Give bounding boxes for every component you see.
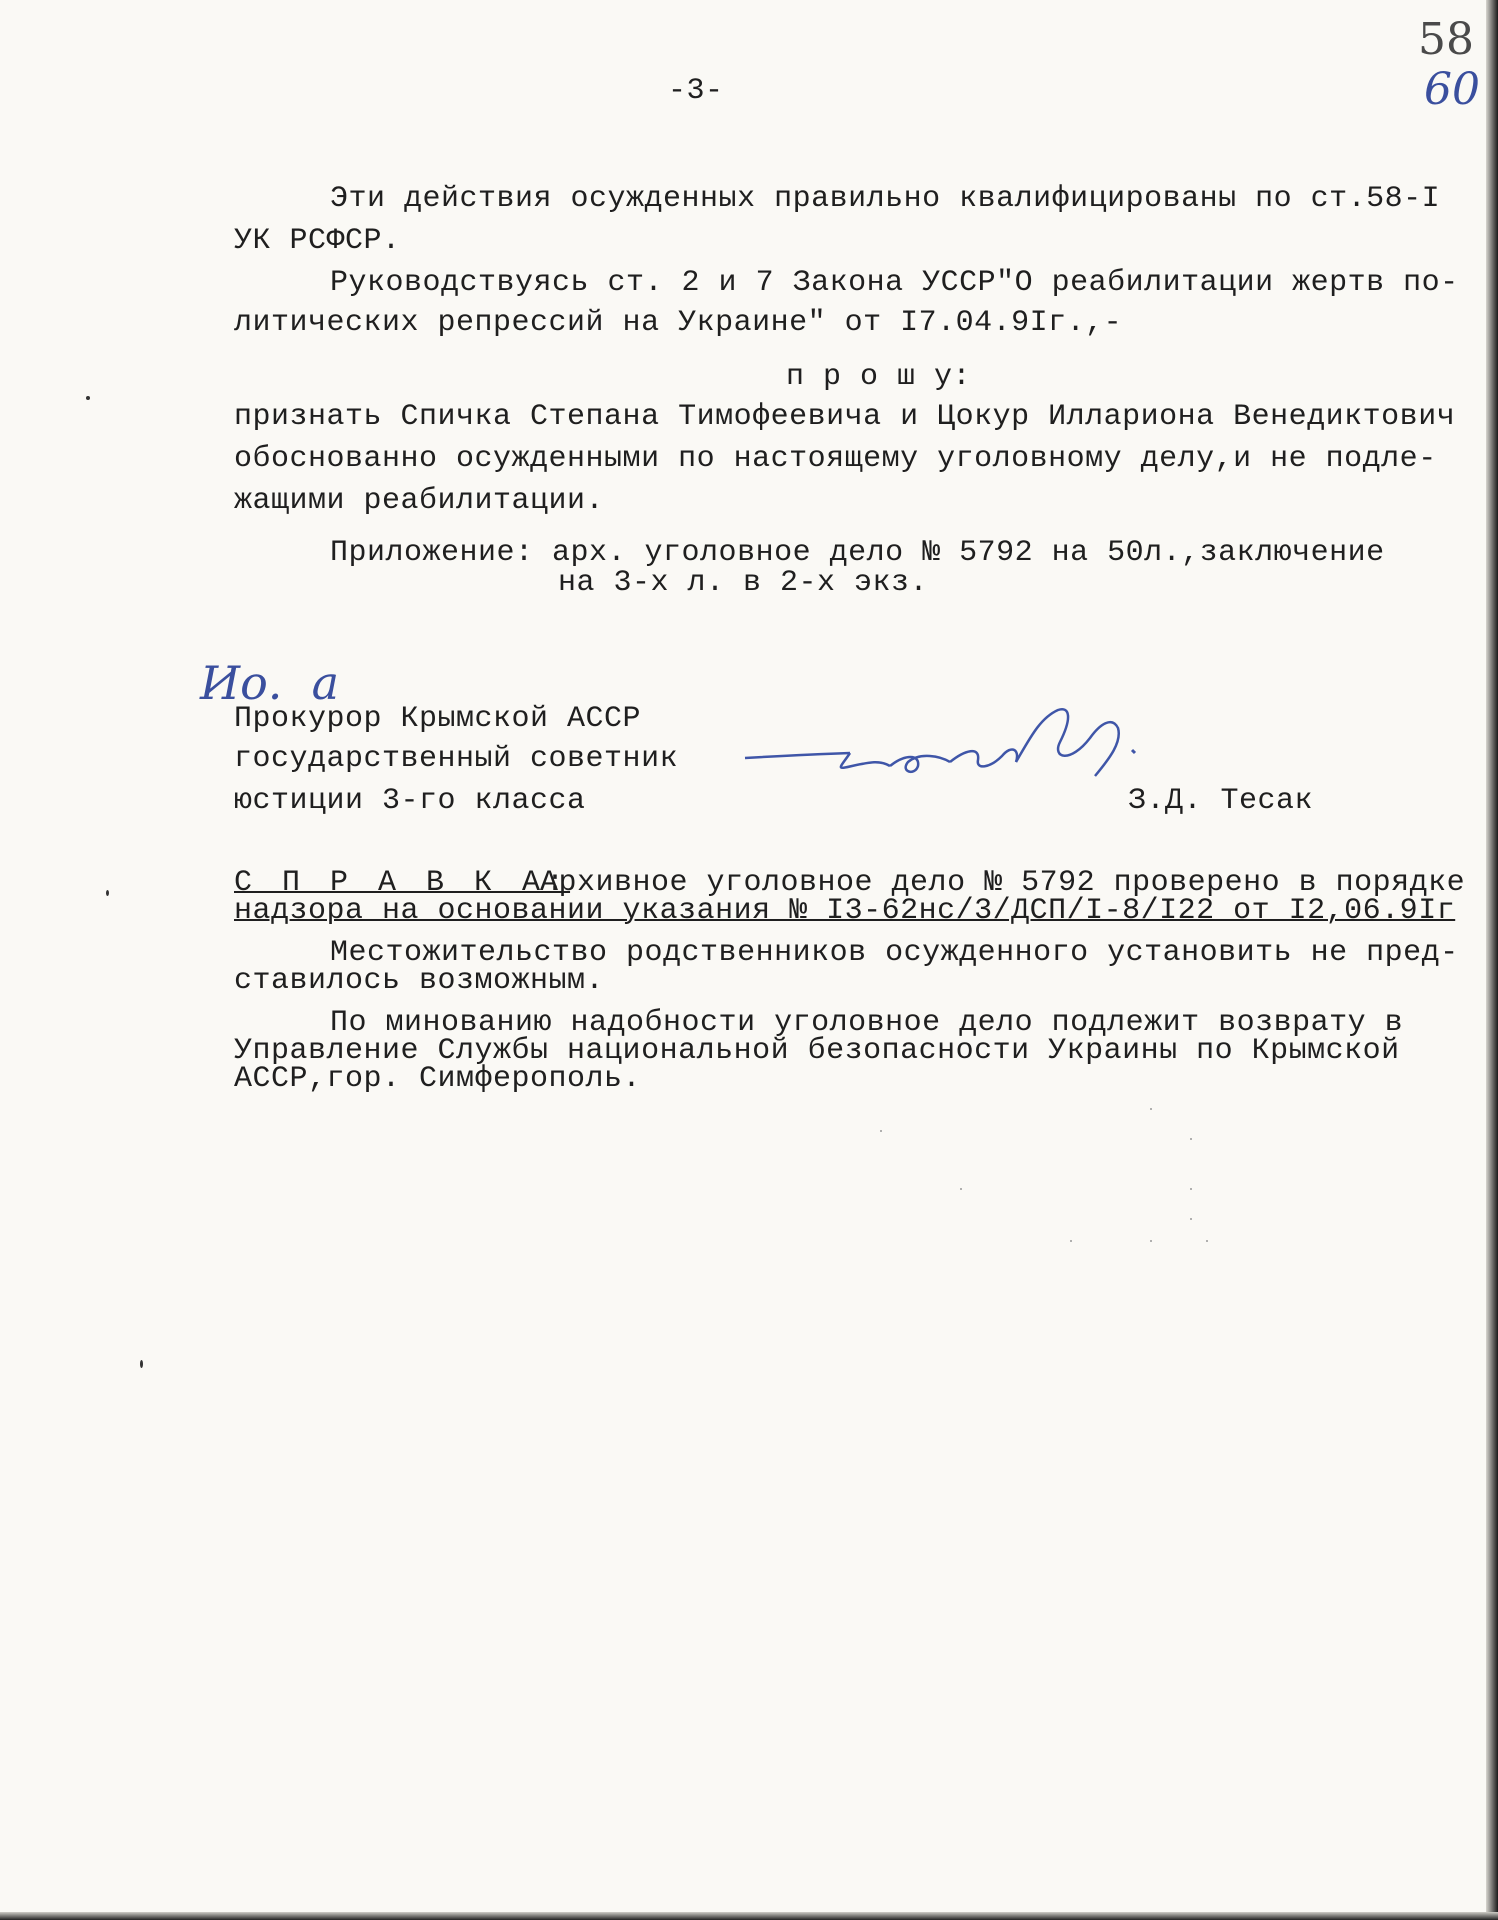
scan-speck: [960, 1188, 962, 1190]
note-line4: ставилось возможным.: [234, 964, 605, 998]
folio-number-bottom: 60: [1424, 64, 1480, 115]
signature-name: З.Д. Тесак: [1128, 784, 1314, 818]
scan-speck: [1190, 1218, 1192, 1220]
scan-speck: [880, 1130, 882, 1132]
note-line7: АССР,гор. Симферополь.: [234, 1062, 642, 1096]
page-number: -3-: [668, 74, 724, 108]
scan-speck: [1150, 1108, 1152, 1110]
paragraph1-line1: Эти действия осужденных правильно квалифицированы по ст.58-I: [330, 182, 1441, 216]
signature-title-line3: юстиции 3-го класса: [234, 784, 586, 818]
scan-speck: [1070, 1240, 1072, 1242]
note-line5: По минованию надобности уголовное дело подлежит возврату в: [330, 1006, 1404, 1040]
paragraph2-line1: Руководствуясь ст. 2 и 7 Закона УССР"О реабилитации жертв по-: [330, 266, 1459, 300]
signature-title-line2: государственный советник: [234, 742, 679, 776]
request-line3: жащими реабилитации.: [234, 484, 605, 518]
note-line1: Архивное уголовное дело № 5792 проверено в порядке: [540, 866, 1466, 900]
attachment-line2: на 3-х л. в 2-х экз.: [558, 566, 929, 600]
scan-speck: [86, 396, 90, 400]
scan-speck: [1150, 1240, 1152, 1242]
attachment-line1: Приложение: арх. уголовное дело № 5792 на 50л.,заключение: [330, 536, 1385, 570]
paragraph1-line2: УК РСФСР.: [234, 224, 401, 258]
scan-bottom-edge: [0, 1912, 1498, 1920]
request-line2: обоснованно осужденными по настоящему уголовному делу,и не подле-: [234, 442, 1437, 476]
scan-speck: [1190, 1188, 1192, 1190]
note-line2: надзора на основании указания № I3-62нс/3/ДСП/I-8/I22 от I2,06.9Iг: [234, 894, 1456, 928]
note-line3: Местожительство родственников осужденного установить не пред-: [330, 936, 1459, 970]
note-heading: С П Р А В К А:: [234, 866, 571, 900]
signature-scribble: [740, 698, 1190, 788]
request-heading: п р о ш у:: [786, 360, 972, 394]
signature-title-line1: Прокурор Крымской АССР: [234, 702, 642, 736]
scan-speck: [1190, 1138, 1192, 1140]
scan-speck: [1206, 1240, 1208, 1242]
request-line1: признать Спичка Степана Тимофеевича и Цокур Иллариона Венедиктович: [234, 400, 1456, 434]
paragraph2-line2: литических репрессий на Украине" от I7.04.9Iг.,-: [234, 306, 1123, 340]
scan-speck: [106, 890, 109, 896]
note-line6: Управление Службы национальной безопасности Украины по Крымской: [234, 1034, 1400, 1068]
signature-handwritten-prefix: Ио. а: [200, 656, 340, 710]
scan-right-edge: [1486, 0, 1498, 1920]
scan-speck: [140, 1360, 143, 1368]
folio-number-top: 58: [1418, 14, 1474, 65]
